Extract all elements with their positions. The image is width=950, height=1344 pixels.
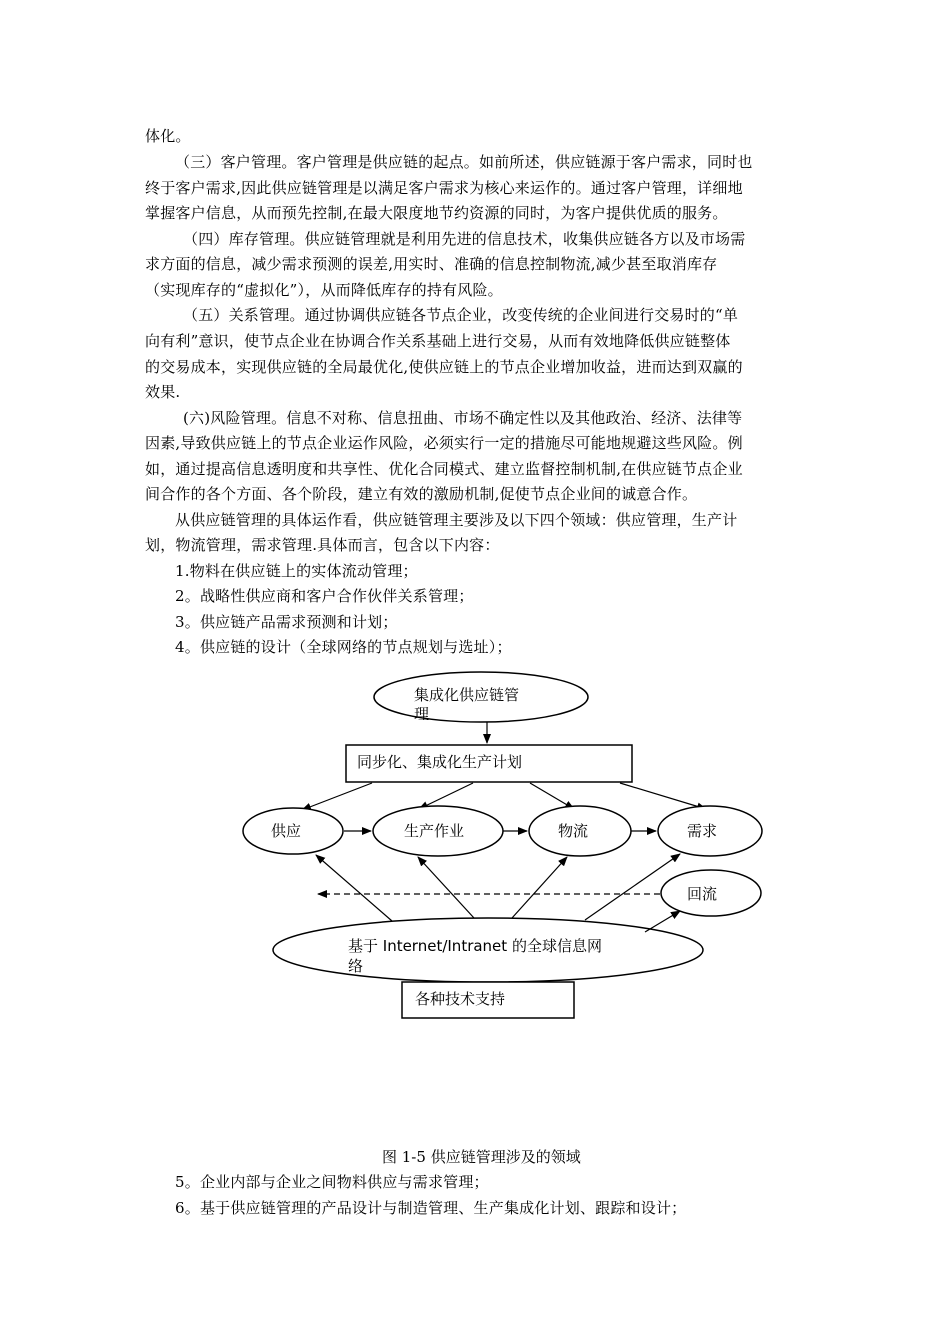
paragraph-line: （五）关系管理。通过协调供应链各节点企业，改变传统的企业间进行交易时的“单	[183, 306, 739, 324]
list-item: 6。基于供应链管理的产品设计与制造管理、生产集成化计划、跟踪和设计；	[175, 1199, 687, 1217]
arrow-network-to-logistics	[512, 857, 567, 918]
top-node-label-wrap: 理	[414, 705, 430, 723]
paragraph-line: 间合作的各个方面、各个阶段，建立有效的激励机制,促使节点企业间的诚意合作。	[145, 485, 698, 503]
arrow-network-to-return	[645, 911, 680, 932]
paragraph-line: 终于客户需求,因此供应链管理是以满足客户需求为核心来运作的。通过客户管理，详细地	[145, 179, 743, 197]
figure-caption: 图 1-5 供应链管理涉及的领域	[382, 1148, 581, 1166]
paragraph-line: 求方面的信息，减少需求预测的误差,用实时、准确的信息控制物流,减少甚至取消库存	[145, 255, 718, 273]
logistics-label: 物流	[558, 822, 589, 840]
production-label: 生产作业	[404, 822, 465, 840]
return-label: 回流	[687, 885, 718, 903]
arrow-plan-to-demand	[620, 783, 706, 809]
network-label-wrap: 络	[348, 957, 364, 975]
arrow-network-to-supply	[316, 855, 392, 921]
plan-box-label: 同步化、集成化生产计划	[357, 753, 523, 771]
paragraph-line: 掌握客户信息，从而预先控制,在最大限度地节约资源的同时，为客户提供优质的服务。	[145, 204, 728, 222]
list-item: 5。企业内部与企业之间物料供应与需求管理；	[175, 1173, 489, 1191]
paragraph-line: 从供应链管理的具体运作看，供应链管理主要涉及以下四个领域：供应管理，生产计	[175, 511, 738, 529]
paragraph-line: （三）客户管理。客户管理是供应链的起点。如前所述，供应链源于客户需求，同时也	[175, 153, 753, 171]
list-item: 2。战略性供应商和客户合作伙伴关系管理；	[175, 587, 474, 605]
list-item: 1.物料在供应链上的实体流动管理；	[175, 562, 418, 580]
paragraph-line: （四）库存管理。供应链管理就是利用先进的信息技术，收集供应链各方以及市场需	[183, 230, 746, 248]
network-label: 基于 Internet/Intranet 的全球信息网	[348, 937, 602, 955]
paragraph-line: 划，物流管理，需求管理.具体而言，包含以下内容：	[145, 536, 500, 554]
paragraph-line: 如，通过提高信息透明度和共享性、优化合同模式、建立监督控制机制,在供应链节点企业	[145, 460, 743, 478]
paragraph-line: 体化。	[145, 127, 191, 145]
list-item: 3。供应链产品需求预测和计划；	[175, 613, 398, 631]
top-node-label: 集成化供应链管	[414, 686, 520, 704]
paragraph-line: （实现库存的“虚拟化”），从而降低库存的持有风险。	[145, 281, 503, 299]
arrow-plan-to-supply	[302, 783, 372, 810]
paragraph-line: 效果.	[145, 383, 181, 401]
paragraph-line: 向有利”意识，使节点企业在协调合作关系基础上进行交易，从而有效地降低供应链整体	[145, 332, 731, 350]
tech-box-label: 各种技术支持	[415, 990, 506, 1008]
list-item: 4。供应链的设计（全球网络的节点规划与选址）；	[175, 638, 512, 656]
supply-label: 供应	[271, 822, 302, 840]
arrow-network-to-production	[418, 857, 474, 918]
demand-label: 需求	[687, 822, 718, 840]
arrow-plan-to-logistics	[530, 783, 574, 809]
paragraph-line: 因素,导致供应链上的节点企业运作风险，必须实行一定的措施尽可能地规避这些风险。例	[145, 434, 743, 452]
paragraph-line: 的交易成本，实现供应链的全局最优化,使供应链上的节点企业增加收益，进而达到双赢的	[145, 358, 743, 376]
arrow-plan-to-production	[419, 783, 473, 809]
paragraph-line: (六)风险管理。信息不对称、信息扭曲、市场不确定性以及其他政治、经济、法律等	[183, 409, 743, 427]
